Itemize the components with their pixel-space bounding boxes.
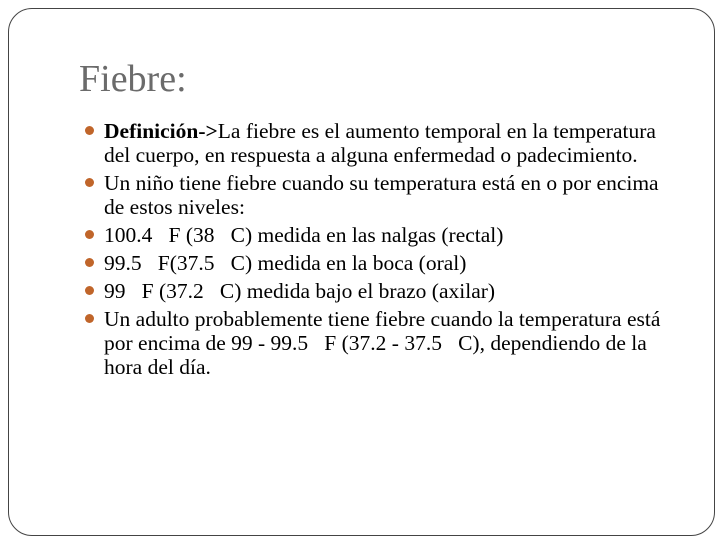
bullet-dot-icon [85, 126, 94, 135]
bullet-definition [83, 119, 683, 167]
bullet-dot-icon [85, 286, 94, 295]
bullet-text: 99.5 F(37.5 C) medida en la boca (oral) [104, 251, 467, 275]
slide-title: Fiebre: [79, 58, 187, 100]
bullet-dot-icon [85, 178, 94, 187]
bullet-adult-fever [83, 307, 683, 379]
bullet-list [83, 119, 683, 383]
bullet-dot-icon [85, 314, 94, 323]
bullet-text: La fiebre es el aumento temporal en la temperatura del cuerpo, en respuesta a alguna enfermedad o padecimiento. [104, 119, 656, 167]
bullet-text: 99 F (37.2 C) medida bajo el brazo (axilar) [104, 279, 496, 303]
bullet-text: Un niño tiene fiebre cuando su temperatura está en o por encima de estos niveles: [104, 171, 659, 219]
bullet-oral [83, 251, 683, 275]
bullet-rectal [83, 223, 683, 247]
bullet-child-fever [83, 171, 683, 219]
bullet-dot-icon [85, 258, 94, 267]
bullet-text: Un adulto probablemente tiene fiebre cuando la temperatura está por encima de 99 - 99.5 F (37.2 - 37.5 C), dependiendo de la hora del día. [104, 307, 666, 379]
bullet-axillary [83, 279, 683, 303]
bullet-dot-icon [85, 230, 94, 239]
definition-label: Definición-> [104, 119, 218, 143]
bullet-text: 100.4 F (38 C) medida en las nalgas (rectal) [104, 223, 504, 247]
